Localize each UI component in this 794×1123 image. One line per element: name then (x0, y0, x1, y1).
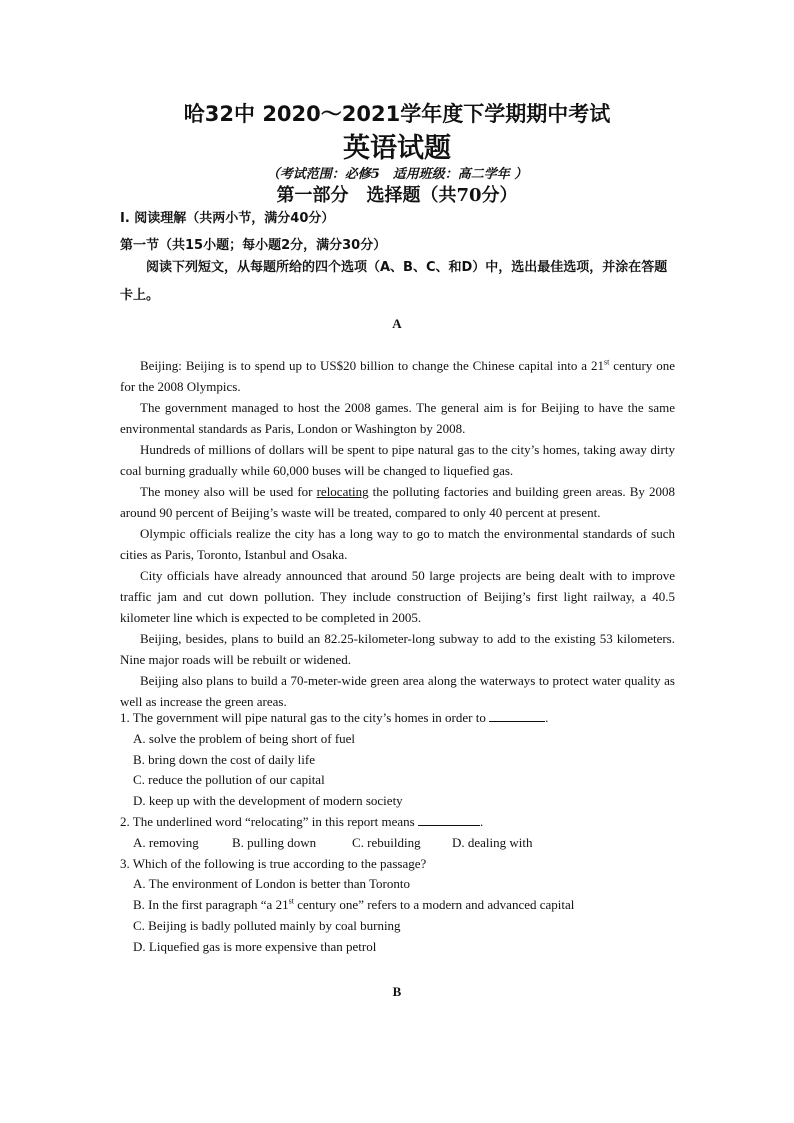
superscript: st (288, 896, 294, 906)
option-b: B. bring down the cost of daily life (133, 751, 315, 767)
paragraph: Olympic officials realize the city has a long way to go to match the environmental standards of such cities as Paris, Toronto, Istanbul and Osaka. (120, 526, 675, 562)
option-a: A. removing (133, 834, 199, 850)
option-b: B. pulling down (232, 834, 317, 850)
option-text: B. In the first paragraph “a 21 (133, 897, 289, 913)
paragraph (120, 355, 675, 397)
punctuation: . (479, 813, 484, 829)
question-2 (120, 812, 680, 833)
option-a: A. solve the problem of being short of fuel (133, 730, 356, 746)
paragraph: The government managed to host the 2008 games. The general aim is for Beijing to have the same environmental standards as Paris, London or Washington by 2008. (120, 400, 675, 436)
exam-title: 哈32中 2020～2021学年度下学期期中考试 (183, 102, 611, 126)
paragraph (120, 481, 675, 523)
section-subheading: 第一节（共15小题；每小题2分，满分30分） (120, 238, 387, 253)
question-3: 3. Which of the following is true according to the passage? (120, 855, 427, 871)
option-c: C. rebuilding (352, 834, 421, 850)
section-heading: I. 阅读理解（共两小节，满分40分） (120, 211, 335, 226)
passage-a-text (120, 355, 675, 712)
paragraph-text: century one for the 2008 Olympics. (120, 358, 675, 394)
passage-a-letter: A (392, 316, 402, 331)
option-d: D. keep up with the development of modern society (133, 793, 403, 809)
part-title: 第一部分 选择题（共70分） (276, 185, 518, 206)
option-c: C. reduce the pollution of our capital (133, 772, 325, 788)
answer-blank (418, 813, 480, 826)
option-text: century one” refers to a modern and advanced capital (293, 897, 575, 913)
paragraph-text: Beijing: Beijing is to spend up to US$20 billion to change the Chinese capital into a 21 (140, 358, 604, 373)
option-a: A. The environment of London is better than Toronto (133, 876, 410, 892)
exam-scope: （考试范围：必修5 适用班级：高二学年 ） (266, 167, 528, 182)
paragraph: Hundreds of millions of dollars will be spent to pipe natural gas to the city’s homes, taking away dirty coal burning gradually while 60,000 buses will be changed to liquefied gas. (120, 442, 675, 478)
option-c: C. Beijing is badly polluted mainly by coal burning (133, 917, 401, 933)
question-text: 2. The underlined word “relocating” in this report means (120, 813, 418, 829)
question-list (120, 708, 680, 958)
punctuation: . (545, 710, 549, 725)
question-1 (120, 708, 680, 729)
option-d: D. Liquefied gas is more expensive than petrol (133, 938, 377, 954)
paragraph: City officials have already announced that around 50 large projects are being dealt with to improve traffic jam and cut down pollution. They include construction of Beijing’s first light railway, a 40.5 kilometer line which is expected to be completed in 2005. (120, 568, 675, 625)
superscript: st (604, 357, 610, 367)
question-text: 1. The government will pipe natural gas to the city’s homes in order to (120, 710, 490, 725)
section-instruction: 阅读下列短文，从每题所给的四个选项（A、B、C、和D）中，选出最佳选项，并涂在答题卡上。 (120, 260, 668, 303)
question-2-options (120, 833, 680, 854)
paragraph-text: the polluting factories and building green areas. By 2008 around 90 percent of Beijing’s waste will be treated, compared to only 40 percent at present. (120, 484, 675, 520)
underlined-word: relocating (316, 484, 369, 499)
option-b (120, 895, 680, 916)
answer-blank (489, 709, 545, 722)
subject-title: 英语试题 (343, 133, 451, 164)
paragraph: Beijing, besides, plans to build an 82.25-kilometer-long subway to add to the existing 53 kilometers. Nine major roads will be rebuilt or widened. (120, 631, 675, 667)
paragraph-text: The money also will be used for (140, 484, 317, 499)
paragraph: Beijing also plans to build a 70-meter-wide green area along the waterways to protect water quality as well as increase the green areas. (120, 673, 675, 709)
passage-b-letter: B (392, 984, 402, 999)
option-d: D. dealing with (452, 834, 533, 850)
